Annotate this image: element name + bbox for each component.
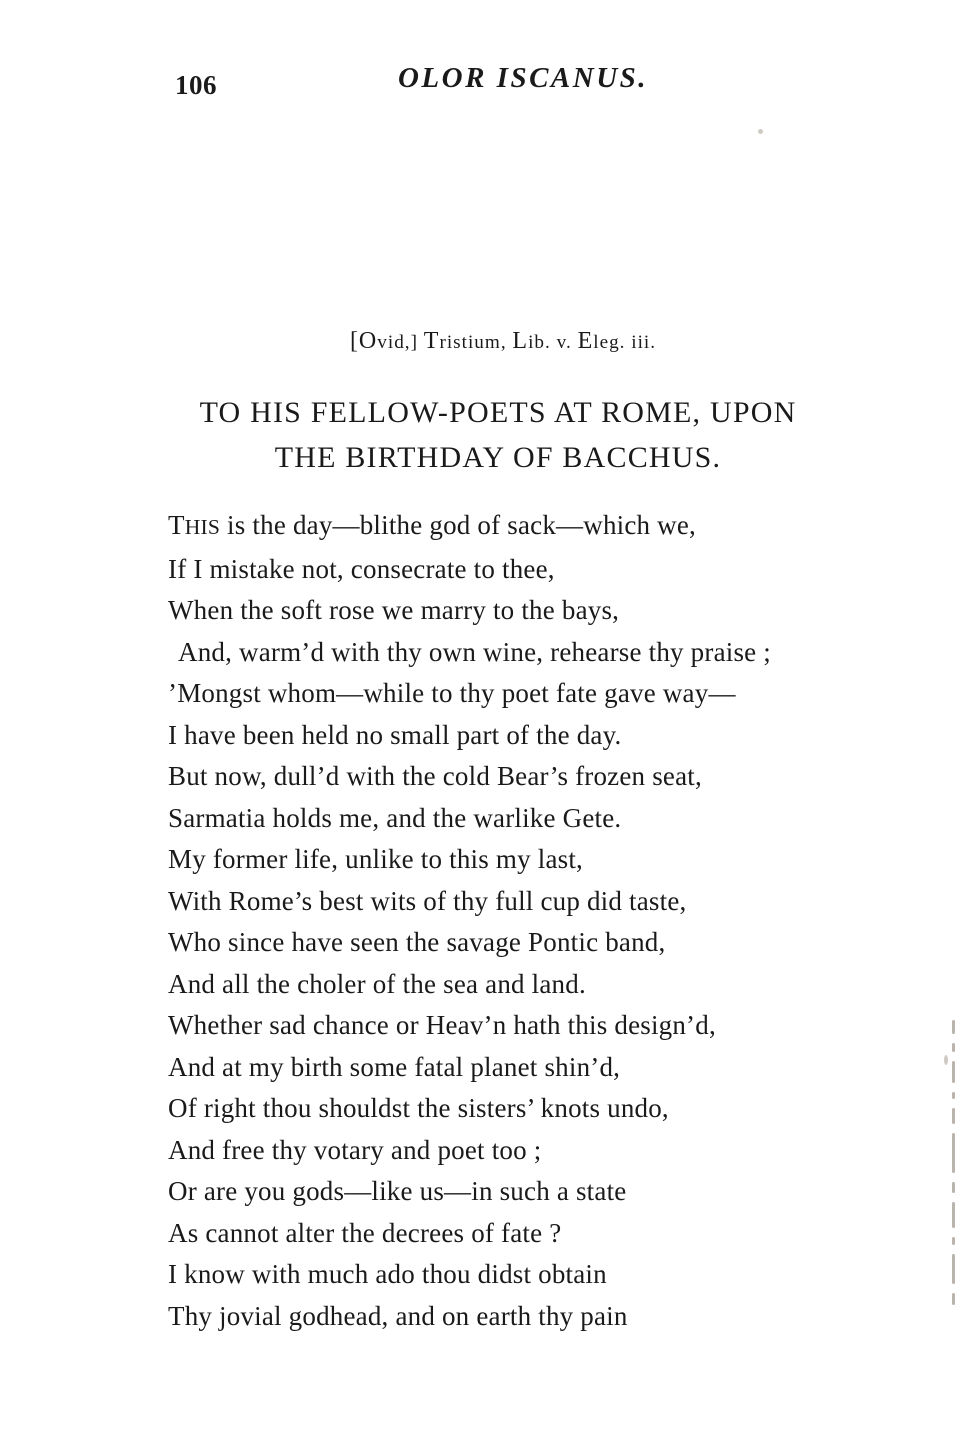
verse-remaining-lines [168,549,908,1338]
paper-spot [944,1055,948,1065]
source-eleg-rest: leg. iii. [593,332,657,353]
source-lib-cap: L [512,328,529,354]
verse-line-rest: is the day—blithe god of sack—which we, [220,510,697,540]
verse-line [168,505,908,549]
verse-line: As cannot alter the decrees of fate ? [168,1217,562,1248]
page-number: 106 [175,70,217,100]
verse-line: And, warm’d with thy own wine, rehearse thy praise ; [178,636,771,667]
verse-line: And all the choler of the sea and land. [168,968,586,999]
verse-smallcaps: HIS [184,515,221,539]
verse-line: If I mistake not, consecrate to thee, [168,553,555,584]
verse-line: With Rome’s best wits of thy full cup did taste, [168,885,687,916]
source-attribution [0,328,976,355]
verse-line: And free thy votary and poet too ; [168,1134,542,1165]
verse-line: Who since have seen the savage Pontic band, [168,927,666,957]
source-lib-rest: ib. v. [528,332,578,353]
verse-line: My former life, unlike to this my last, [168,844,583,874]
source-ovid-rest: vid,] [377,332,424,353]
page-edge-marks [952,1020,958,1350]
poem-title-line-2: THE BIRTHDAY OF BACCHUS. [274,441,722,474]
verse-line: When the soft rose we marry to the bays, [168,595,620,625]
verse-line: Of right thou shouldst the sisters’ knots undo, [168,1093,669,1123]
verse-line: Whether sad chance or Heav’n hath this design’d, [168,1010,716,1040]
verse-dropcap: T [168,510,185,540]
source-eleg-cap: E [577,328,594,354]
poem-title [0,390,976,480]
source-tristium-cap: T [423,328,440,354]
verse-line: And at my birth some fatal planet shin’d, [168,1051,621,1082]
verse-line: Or are you gods—like us—in such a state [168,1176,627,1206]
verse-line: I know with much ado thou didst obtain [168,1259,607,1289]
verse-line: But now, dull’d with the cold Bear’s frozen seat, [168,761,702,791]
source-bracket-ovid: [O [349,328,378,354]
verse-line: Thy jovial godhead, and on earth thy pain [168,1300,628,1331]
poem-title-line-1: TO HIS FELLOW-POETS AT ROME, UPON [199,396,797,429]
running-title: OLOR ISCANUS. [397,62,649,94]
verse-line: ’Mongst whom—while to thy poet fate gave way— [168,678,736,708]
source-tristium-rest: ristium, [439,332,513,353]
poem-body [168,505,908,1337]
paper-spot [758,129,763,134]
verse-line: I have been held no small part of the day. [168,719,622,750]
running-head [0,62,976,108]
verse-line: Sarmatia holds me, and the warlike Gete. [168,802,622,833]
